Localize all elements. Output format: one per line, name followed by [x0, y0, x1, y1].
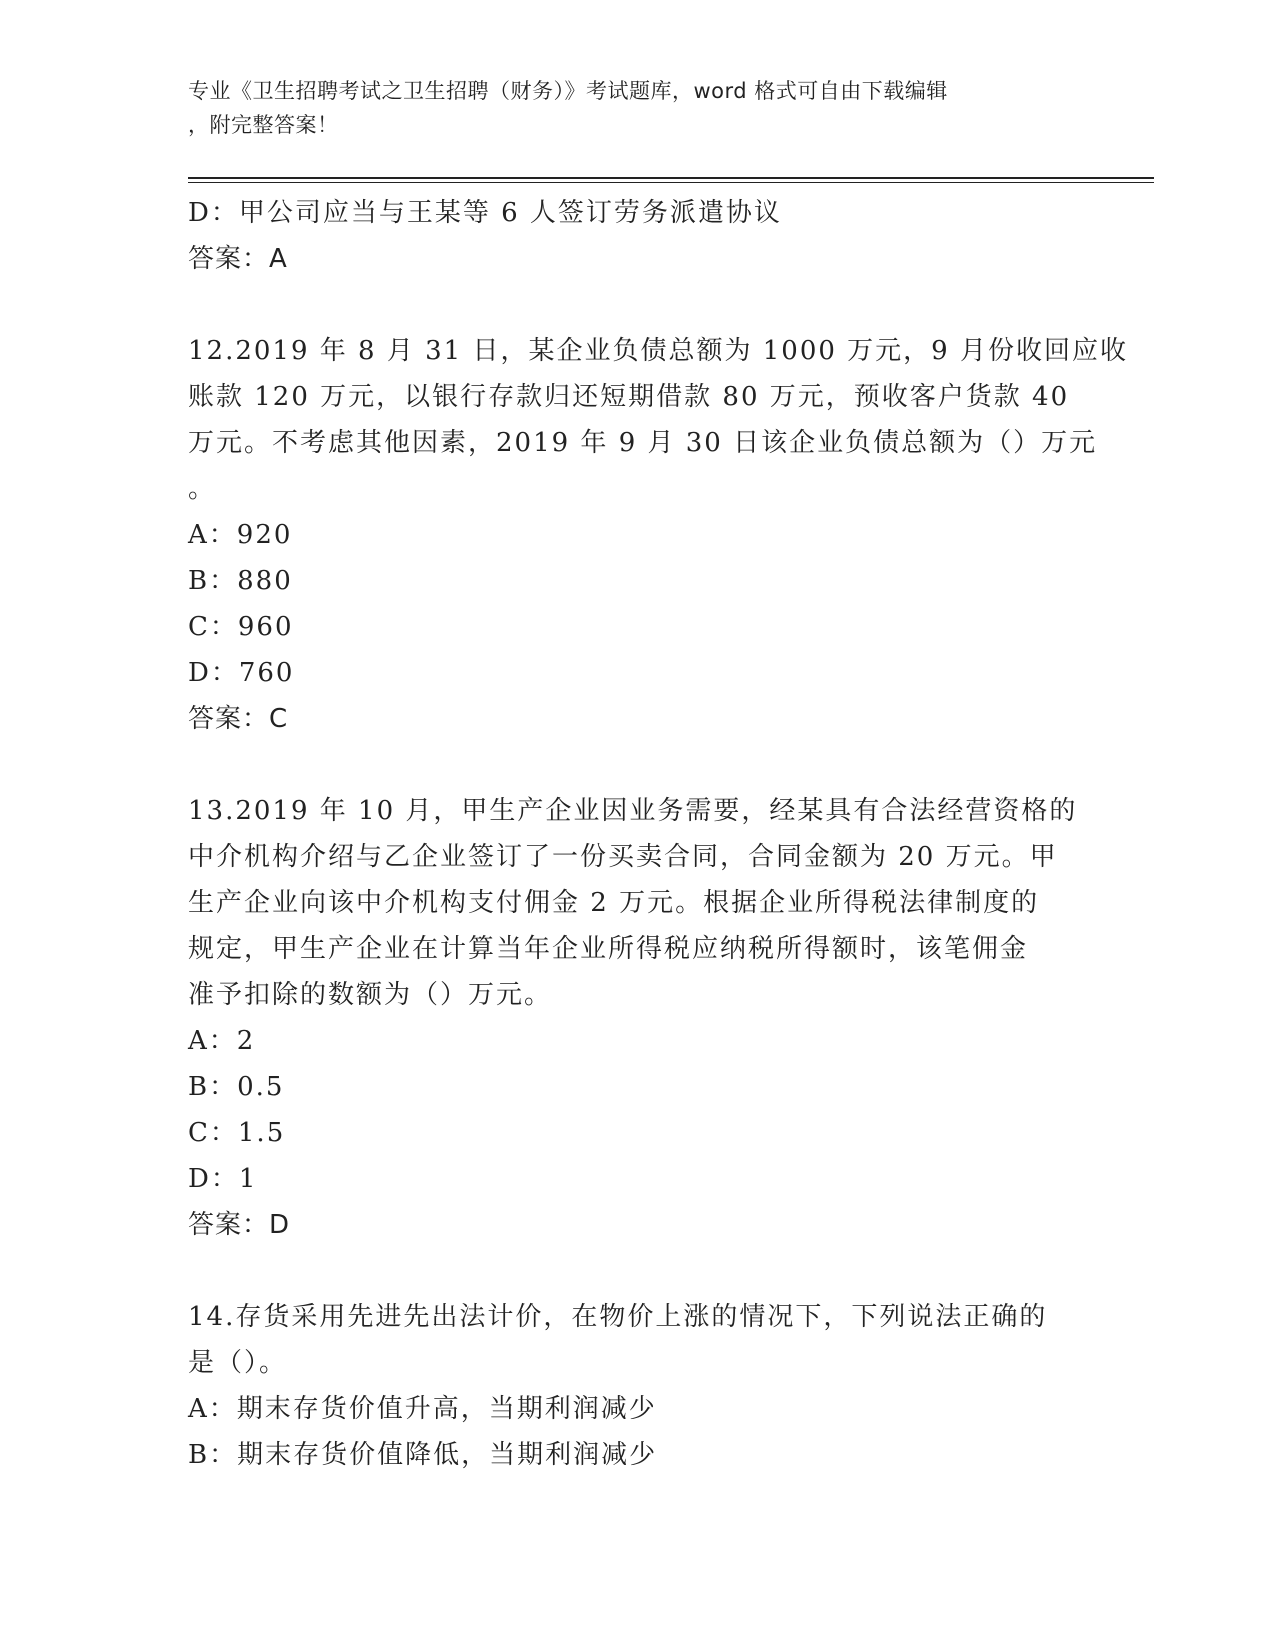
- header-divider-thin: [188, 182, 1154, 183]
- question-stem-line: 14.存货采用先进先出法计价，在物价上涨的情况下，下列说法正确的: [188, 1302, 1048, 1332]
- option-c: C：1.5: [188, 1118, 286, 1148]
- question-spacer: [188, 282, 1088, 328]
- option-d: D：760: [188, 658, 295, 688]
- question-stem-line: 万元。不考虑其他因素，2019 年 9 月 30 日该企业负债总额为（）万元: [188, 428, 1098, 458]
- option-d: D：1: [188, 1164, 258, 1194]
- option-b: B：0.5: [188, 1072, 285, 1102]
- question-stem-line: 生产企业向该中介机构支付佣金 2 万元。根据企业所得税法律制度的: [188, 888, 1040, 918]
- header-line-2: ，附完整答案！: [188, 113, 339, 137]
- answer-line: 答案：C: [188, 704, 289, 734]
- header-divider-thick: [188, 177, 1154, 179]
- question-14: [188, 1294, 1088, 1478]
- option-d: D：甲公司应当与王某等 6 人签订劳务派遣协议: [188, 198, 782, 228]
- question-11: [188, 190, 1088, 282]
- question-stem-line: 。: [188, 474, 217, 504]
- option-b: B：880: [188, 566, 293, 596]
- answer-line: 答案：A: [188, 244, 288, 274]
- question-stem-line: 账款 120 万元，以银行存款归还短期借款 80 万元，预收客户货款 40: [188, 382, 1070, 412]
- option-a: A：2: [188, 1026, 256, 1056]
- question-content: [188, 190, 1128, 1478]
- question-stem-line: 是（）。: [188, 1348, 288, 1378]
- option-a: A：期末存货价值升高，当期利润减少: [188, 1394, 657, 1424]
- question-12: [188, 328, 1128, 742]
- document-header: [188, 74, 1088, 142]
- question-stem-line: 12.2019 年 8 月 31 日，某企业负债总额为 1000 万元，9 月份收回应收: [188, 336, 1128, 366]
- question-stem-line: 规定，甲生产企业在计算当年企业所得税应纳税所得额时，该笔佣金: [188, 934, 1029, 964]
- question-stem-line: 中介机构介绍与乙企业签订了一份买卖合同，合同金额为 20 万元。甲: [188, 842, 1058, 872]
- question-spacer: [188, 1248, 1088, 1294]
- answer-line: 答案：D: [188, 1210, 291, 1240]
- question-stem-line: 13.2019 年 10 月，甲生产企业因业务需要，经某具有合法经营资格的: [188, 796, 1078, 826]
- option-a: A：920: [188, 520, 293, 550]
- option-c: C：960: [188, 612, 294, 642]
- option-b: B：期末存货价值降低，当期利润减少: [188, 1440, 658, 1470]
- question-stem-line: 准予扣除的数额为（）万元。: [188, 980, 553, 1010]
- header-line-1: 专业《卫生招聘考试之卫生招聘（财务）》考试题库，word 格式可自由下载编辑: [188, 79, 948, 103]
- question-13: [188, 788, 1088, 1248]
- question-spacer: [188, 742, 1088, 788]
